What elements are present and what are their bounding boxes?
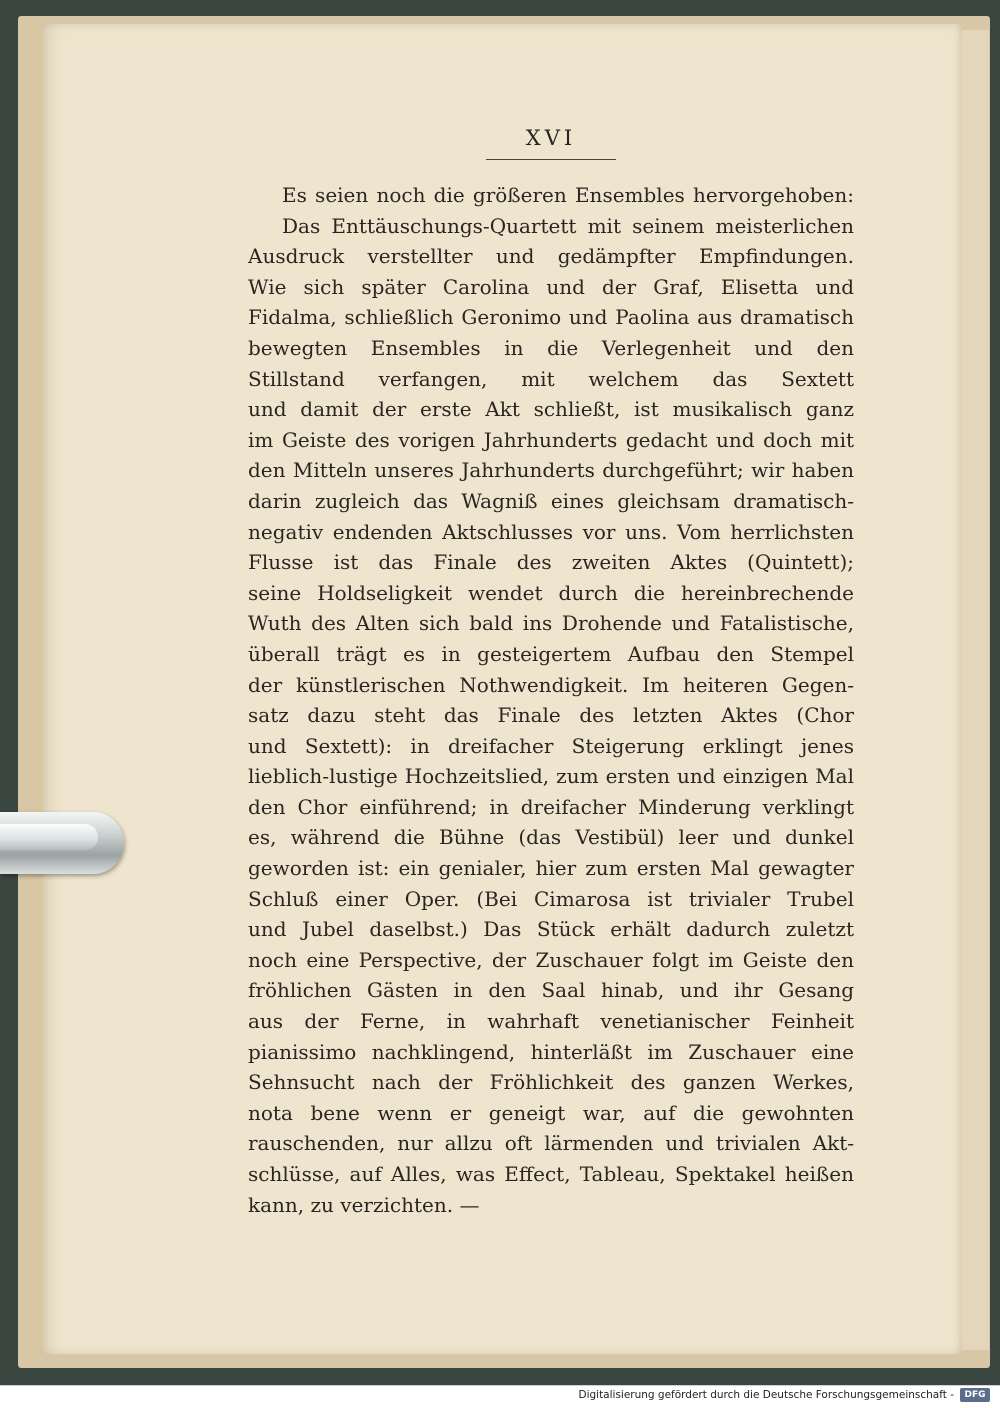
text-line: fröhlichen Gästen in den Saal hinab, und ihr Gesang — [248, 978, 854, 1003]
text-line: seine Holdseligkeit wendet durch die hereinbrechende — [248, 580, 854, 605]
text-line: und Jubel daselbst.) Das Stück erhält dadurch zuletzt — [248, 917, 854, 942]
text-line: überall trägt es in gesteigertem Aufbau den Stempel — [248, 641, 854, 666]
text-line: noch eine Perspective, der Zuschauer folgt im Geiste den — [248, 947, 854, 972]
text-line: Es seien noch die größeren Ensembles hervorgehoben: — [282, 183, 854, 207]
footer-credit: Digitalisierung gefördert durch die Deutsche Forschungsgemeinschaft - — [578, 1389, 954, 1401]
text-line: im Geiste des vorigen Jahrhunderts gedacht und doch mit — [248, 427, 854, 452]
text-line: Fidalma, schließlich Geronimo und Paolina aus dramatisch — [248, 305, 854, 330]
page-number: XVI — [525, 126, 577, 150]
text-line: Schluß einer Oper. (Bei Cimarosa ist trivialer Trubel — [248, 886, 854, 911]
text-line: den Mitteln unseres Jahrhunderts durchgeführt; wir haben — [248, 458, 854, 483]
text-line: geworden ist: ein genialer, hier zum ersten Mal gewagter — [248, 856, 854, 881]
text-line: Sehnsucht nach der Fröhlichkeit des ganzen Werkes, — [248, 1070, 854, 1095]
text-line: kann, zu verzichten. — — [248, 1192, 480, 1217]
text-line: nota bene wenn er geneigt war, auf die gewohnten — [248, 1100, 854, 1125]
text-line: den Chor einführend; in dreifacher Minderung verklingt — [248, 794, 854, 819]
text-line: Das Enttäuschungs-Quartett mit seinem meisterlichen — [282, 213, 854, 238]
text-line: es, während die Bühne (das Vestibül) leer und dunkel — [248, 825, 854, 850]
text-line: darin zugleich das Wagniß eines gleichsam dramatisch- — [248, 488, 854, 513]
page-gutter — [34, 24, 42, 1354]
page-clip-highlight — [0, 824, 98, 850]
text-line: Wie sich später Carolina und der Graf, Elisetta und — [248, 274, 854, 299]
dfg-logo: DFG — [960, 1388, 990, 1402]
adjacent-page-edge — [958, 30, 989, 1350]
page-number-rule — [486, 159, 616, 160]
text-line: pianissimo nachklingend, hinterläßt im Zuschauer eine — [248, 1039, 854, 1064]
text-line: schlüsse, auf Alles, was Effect, Tableau, Spektakel heißen — [248, 1162, 854, 1186]
text-line: Flusse ist das Finale des zweiten Aktes (Quintett); — [248, 550, 854, 575]
text-line: negativ endenden Aktschlusses vor uns. Vom herrlichsten — [248, 519, 854, 544]
text-line: und damit der erste Akt schließt, ist musikalisch ganz — [248, 397, 854, 422]
text-line: der künstlerischen Nothwendigkeit. Im heiteren Gegen- — [248, 672, 854, 697]
text-line: lieblich-lustige Hochzeitslied, zum ersten und einzigen Mal — [248, 764, 854, 789]
text-line: Stillstand verfangen, mit welchem das Sextett — [248, 366, 854, 391]
text-line: rauschenden, nur allzu oft lärmenden und trivialen Akt- — [248, 1131, 854, 1156]
body-text — [248, 180, 854, 1220]
text-line: satz dazu steht das Finale des letzten Aktes (Chor — [248, 703, 854, 728]
text-line: Ausdruck verstellter und gedämpfter Empfindungen. — [248, 244, 854, 269]
text-line: Wuth des Alten sich bald ins Drohende und Fatalistische, — [248, 611, 854, 636]
text-line: und Sextett): in dreifacher Steigerung erklingt jenes — [248, 733, 854, 758]
text-line: bewegten Ensembles in die Verlegenheit und den — [248, 335, 854, 360]
text-line: aus der Ferne, in wahrhaft venetianischer Feinheit — [248, 1009, 854, 1034]
